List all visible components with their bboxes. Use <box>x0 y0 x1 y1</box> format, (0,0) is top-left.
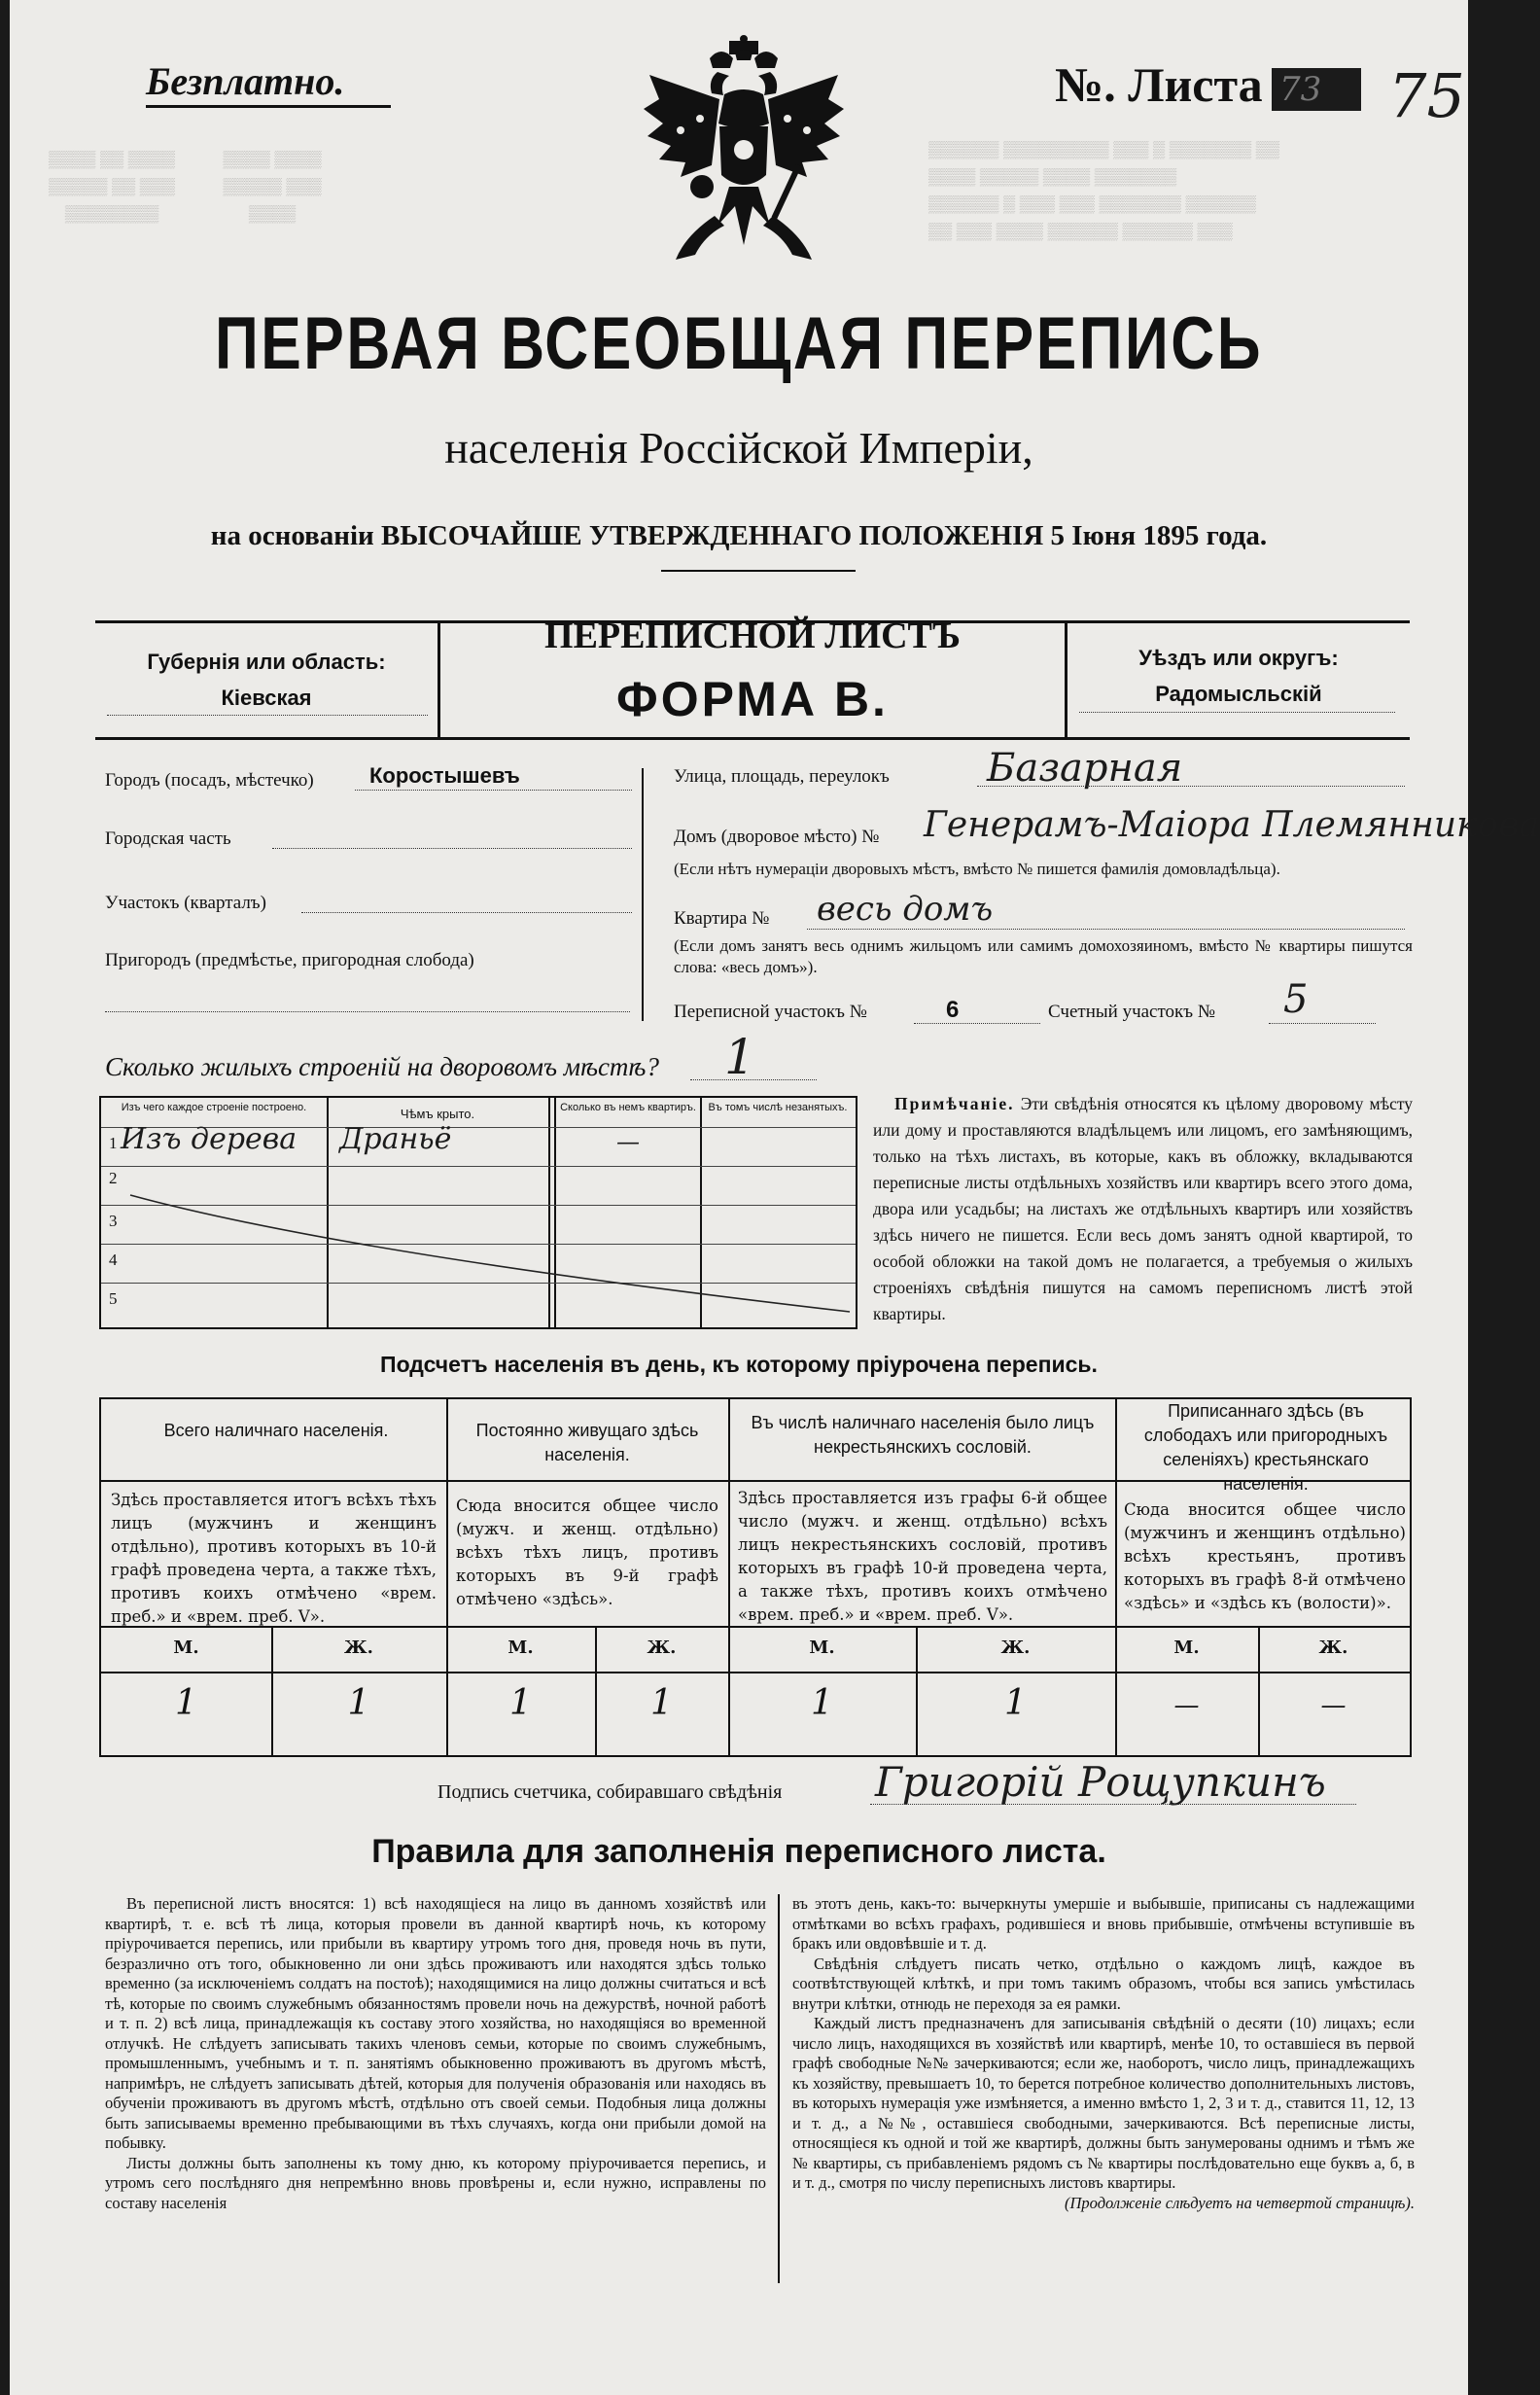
imperial-eagle-emblem <box>642 41 846 269</box>
buildings-table <box>99 1096 858 1329</box>
uezd-label: Уѣздъ или округъ: <box>1138 646 1339 670</box>
pop-m-label: М. <box>173 1638 199 1658</box>
show-through-text: ▒▒▒▒ ▒▒▒▒ ▒▒▒▒▒ ▒▒▒ ▒▒▒▒ <box>223 150 322 223</box>
material-value[interactable]: Изъ дерева <box>121 1122 298 1156</box>
rules-title: Правила для заполненія переписного листа. <box>371 1833 1106 1870</box>
counting-district-label: Счетный участокъ № <box>1048 1002 1215 1022</box>
pop-col-total-caption: Всего наличнаго населенія. <box>163 1421 389 1440</box>
sheet-number-label: №. Листа <box>1055 57 1263 112</box>
buildings-question-label: Сколько жилыхъ строеній на дворовомъ мѣстѣ? <box>105 1052 659 1081</box>
show-through-text: ▒▒▒▒ ▒▒ ▒▒▒▒ ▒▒▒▒▒ ▒▒ ▒▒▒ ▒▒▒▒▒▒▒▒ <box>49 150 175 223</box>
table-row: 1 Изъ дерева Драньё — <box>101 1127 856 1166</box>
note-title: Примѣчаніе. <box>894 1094 1015 1113</box>
basis-line: на основаніи ВЫСОЧАЙШЕ УТВЕРЖДЕННАГО ПОЛОЖЕНІЯ 5 Іюня 1895 года. <box>210 520 1268 551</box>
corner-number: 75 <box>1388 60 1465 131</box>
free-label: Безплатно. <box>146 59 345 103</box>
buildings-col-vacant: Въ томъ числѣ незанятыхъ. <box>708 1102 848 1113</box>
uezd-value: Радомысльскій <box>1155 682 1322 706</box>
sheet-number-stamp: 73 <box>1272 68 1361 111</box>
rules-continued: (Продолженіе слѣдуетъ на четвертой страницѣ). <box>1065 2193 1415 2212</box>
table-row: 2 <box>101 1166 856 1205</box>
house-value[interactable]: Генерамъ-Маiора Племянникова <box>924 805 1540 845</box>
pop-nonpeasant-f[interactable]: 1 <box>1004 1683 1027 1723</box>
house-label: Домъ (дворовое мѣсто) № <box>674 827 880 847</box>
pop-peasant-m[interactable]: — <box>1173 1691 1200 1720</box>
pop-total-f[interactable]: 1 <box>347 1683 370 1723</box>
rules-column-2 <box>792 1894 1415 2213</box>
apartment-note: (Если домъ занятъ весь однимъ жильцомъ или самимъ домохозяиномъ, вмѣсто № квартиры пишутся слова: «весь домъ»). <box>674 936 1413 976</box>
pop-col-permanent-caption: Постоянно живущаго здѣсь населенія. <box>475 1421 699 1464</box>
roof-value[interactable]: Драньё <box>339 1122 452 1156</box>
pop-m-label: М. <box>1173 1638 1200 1658</box>
pop-col-permanent-desc: Сюда вносится общее число (мужч. и женщ. отдѣльно) всѣхъ тѣхъ лицъ, противъ которыхъ въ 9-й графѣ отмѣчено «здѣсь». <box>456 1497 718 1608</box>
show-through-text: ▒▒▒▒▒▒ ▒▒▒▒▒▒▒▒▒ ▒▒▒ ▒ ▒▒▒▒▒▒▒ ▒▒ ▒▒▒▒ ▒▒▒▒▒ ▒▒▒▒ ▒▒▒▒▒▒▒ ▒▒▒▒▒▒ ▒ ▒▒▒ ▒▒▒ ▒▒▒▒▒▒▒ ▒▒▒▒▒▒ ▒▒ ▒▒▒ ▒▒▒▒ ▒▒▒▒▒▒ ▒▒▒▒▒▒ ▒▒▒ <box>928 140 1279 240</box>
pop-total-m[interactable]: 1 <box>175 1683 197 1723</box>
city-value: Коростышевъ <box>369 763 520 788</box>
form-name: ПЕРЕПИСНОЙ ЛИСТЪ <box>544 616 961 656</box>
pop-col-nonpeasant-desc: Здѣсь проставляется изъ графы 6-й общее число (мужч. и женщ. отдѣльно) всѣхъ лицъ некрестьянскихъ сословій, противъ которыхъ въ графѣ 10-й проведена черта, а также тѣхъ, противъ коихъ отмѣчено «врем. преб.» и «врем. преб. V». <box>738 1489 1107 1624</box>
pop-col-peasant-desc: Сюда вносится общее число (мужчинъ и женщинъ отдѣльно) всѣхъ крестьянъ, противъ которыхъ въ графѣ 8-й отмѣчено «здѣсь» и «здѣсь къ (волости)». <box>1124 1500 1406 1612</box>
guberniya-value: Кіевская <box>221 686 312 710</box>
rules-paragraph: Въ переписной листъ вносятся: 1) всѣ находящіеся на лицо въ данномъ хозяйствѣ или квартирѣ, т. е. всѣ тѣ лица, которыя провели въ данной квартирѣ ночь, къ которому пріурочивается перепись, или прибыли въ квартиру утромъ того дня, проведя ночь въ пути, безразлично отъ того, обыкновенно ли они здѣсь проживаютъ или находятся здѣсь только временно (за исключеніемъ солдатъ на постоѣ); находящимися на лицо должны считаться и всѣ тѣ, которые по своимъ служебнымъ обязанностямъ провели ночь на дежурствѣ, ночной работѣ и т. п. 2) всѣ лица, принадлежащія къ составу этого хозяйства, но находящіяся во временной отлучкѣ. Не слѣдуетъ записывать такихъ членовъ семьи, которые по своимъ служебнымъ, промышленнымъ, учебнымъ и т. п. занятіямъ обыкновенно проживаютъ въ другомъ мѣстѣ, напримѣръ, не слѣдуетъ записывать дѣтей, которыя для полученія образованія или находясь въ обученіи проживаютъ въ другомъ мѣстѣ, отдѣльно отъ своей семьи. Подобныя лица должны быть записываемы временно пребывающими въ тѣхъ случаяхъ, когда они прибыли домой на побывку. <box>105 1894 766 2152</box>
census-district-value[interactable]: 6 <box>946 997 960 1023</box>
apartment-label: Квартира № <box>674 908 770 929</box>
note-block <box>873 1091 1413 1327</box>
table-row: 4 <box>101 1244 856 1283</box>
pop-col-total-desc: Здѣсь проставляется итогъ всѣхъ тѣхъ лицъ (мужчинъ и женщинъ отдѣльно), противъ которыхъ въ 10-й графѣ проведена черта, а также тѣхъ, противъ коихъ отмѣчено «врем. преб.» и «врем. преб. V». <box>111 1491 437 1626</box>
census-sheet <box>10 0 1540 2395</box>
pop-m-label: М. <box>809 1638 835 1658</box>
rules-paragraph: Каждый листъ предназначенъ для записыванія свѣдѣній о десяти (10) лицахъ; если число лицъ, находящихся въ хозяйствѣ или квартирѣ, менѣе 10, то оставшіеся въ первой графѣ свободные №№ зачеркиваются; если же, наоборотъ, число лицъ, принадлежащихъ къ хозяйству, превышаетъ 10, то берется потребное количество дополнительныхъ листовъ, въ которыхъ нумерація уже измѣняется, а именно вмѣсто 1, 2, 3 и т. д., ставится 11, 12, 13 и т. д., а №№, оставшіеся свободными, зачеркиваются. Всѣ переписные листы, относящіеся къ одной и той же квартирѣ, должны быть занумерованы однимъ и тѣмъ же № квартиры, съ прибавленіемъ рядомъ съ № квартиры послѣдовательно еще буквъ а, б, в и т. д., смотря по числу переписныхъ листовъ квартиры. <box>792 2014 1415 2192</box>
population-table <box>99 1397 1412 1757</box>
rules-paragraph: въ этотъ день, какъ-то: вычеркнуты умершіе и выбывшіе, приписаны съ надлежащими отмѣтками во всѣхъ графахъ, родившіеся и вновь прибывшіе, отмѣчены вступившіе въ бракъ или овдовѣвшіе и т. д. <box>792 1894 1415 1953</box>
main-title: ПЕРВАЯ ВСЕОБЩАЯ ПЕРЕПИСЬ <box>215 302 1263 385</box>
pop-col-nonpeasant-caption: Въ числѣ наличнаго населенія было лицъ некрестьянскихъ сословій. <box>751 1413 1095 1457</box>
buildings-col-roof: Чѣмъ крыто. <box>400 1107 475 1121</box>
section-label: Участокъ (кварталъ) <box>105 893 266 913</box>
guberniya-label: Губернія или область: <box>147 650 386 674</box>
rules-paragraph: Листы должны быть заполнены къ тому дню, къ которому пріурочивается перепись, и утромъ сего послѣдняго дня непремѣнно вновь провѣрены и, если нужно, исправлены по составу населенія <box>105 2153 766 2212</box>
pop-col-peasant-caption: Приписаннаго здѣсь (въ слободахъ или пригородныхъ селеніяхъ) крестьянскаго населенія. <box>1143 1401 1388 1494</box>
pop-f-label: Ж. <box>1318 1638 1348 1658</box>
street-label: Улица, площадь, переулокъ <box>674 766 890 787</box>
rules-paragraph: Свѣдѣнія слѣдуетъ писать четко, отдѣльно о каждомъ лицѣ, каждое въ соотвѣтствующей клѣткѣ, и при томъ такимъ образомъ, чтобы вся запись умѣстилась внутри клѣтки, отнюдь не переходя за ея рамки. <box>792 1954 1415 2013</box>
street-value[interactable]: Базарная <box>987 746 1183 791</box>
apartments-value[interactable]: — <box>616 1128 640 1155</box>
pop-nonpeasant-m[interactable]: 1 <box>811 1683 833 1723</box>
buildings-col-apartments: Сколько въ немъ квартиръ. <box>560 1102 696 1113</box>
pop-permanent-f[interactable]: 1 <box>650 1683 673 1723</box>
subtitle: населенія Россійской Имперіи, <box>444 423 1033 473</box>
pop-f-label: Ж. <box>344 1638 373 1658</box>
signature-label: Подпись счетчика, собиравшаго свѣдѣнія <box>438 1781 783 1803</box>
city-label: Городъ (посадъ, мѣстечко) <box>105 770 314 791</box>
table-row: 5 <box>101 1283 856 1321</box>
house-note: (Если нѣтъ нумераціи дворовыхъ мѣстъ, вмѣсто № пишется фамилія домовладѣльца). <box>674 860 1280 878</box>
table-row: 3 <box>101 1205 856 1244</box>
apartment-value[interactable]: весь домъ <box>817 890 994 929</box>
pop-peasant-f[interactable]: — <box>1320 1691 1347 1720</box>
form-type: ФОРМА В. <box>616 672 889 726</box>
signature-value[interactable]: Григорій Рощупкинъ <box>875 1758 1326 1806</box>
suburb-label: Пригородъ (предмѣстье, пригородная слобода) <box>105 950 474 970</box>
pop-m-label: М. <box>508 1638 534 1658</box>
strike-line <box>101 1098 859 1331</box>
city-part-label: Городская часть <box>105 828 231 849</box>
buildings-question-value[interactable]: 1 <box>724 1029 755 1085</box>
pop-permanent-m[interactable]: 1 <box>509 1683 532 1723</box>
counting-district-value[interactable]: 5 <box>1283 977 1309 1022</box>
rules-column-1 <box>105 1894 766 2213</box>
pop-f-label: Ж. <box>647 1638 677 1658</box>
census-district-label: Переписной участокъ № <box>674 1002 867 1022</box>
note-text: Эти свѣдѣнія относятся къ цѣлому дворовому мѣсту или дому и проставляются владѣльцемъ или лицомъ, его замѣняющимъ, только на тѣхъ листахъ, въ которые, какъ въ обложку, вкладываются переписные листы отдѣльныхъ хозяйствъ или квартиръ всего этого дома, двора или усадьбы; на листахъ же отдѣльныхъ квартиръ или хозяйствъ здѣсь ничего не пишется. Если весь домъ занятъ одной квартирой, то особой обложки на такой домъ не полагается, а требуемыя о жилыхъ строеніяхъ свѣдѣнія пишутся на самомъ переписномъ листѣ этой квартиры. <box>873 1094 1414 1323</box>
population-title: Подсчетъ населенія въ день, къ которому пріурочена перепись. <box>380 1352 1098 1377</box>
buildings-col-material: Изъ чего каждое строеніе построено. <box>121 1102 307 1113</box>
pop-f-label: Ж. <box>1000 1638 1031 1658</box>
